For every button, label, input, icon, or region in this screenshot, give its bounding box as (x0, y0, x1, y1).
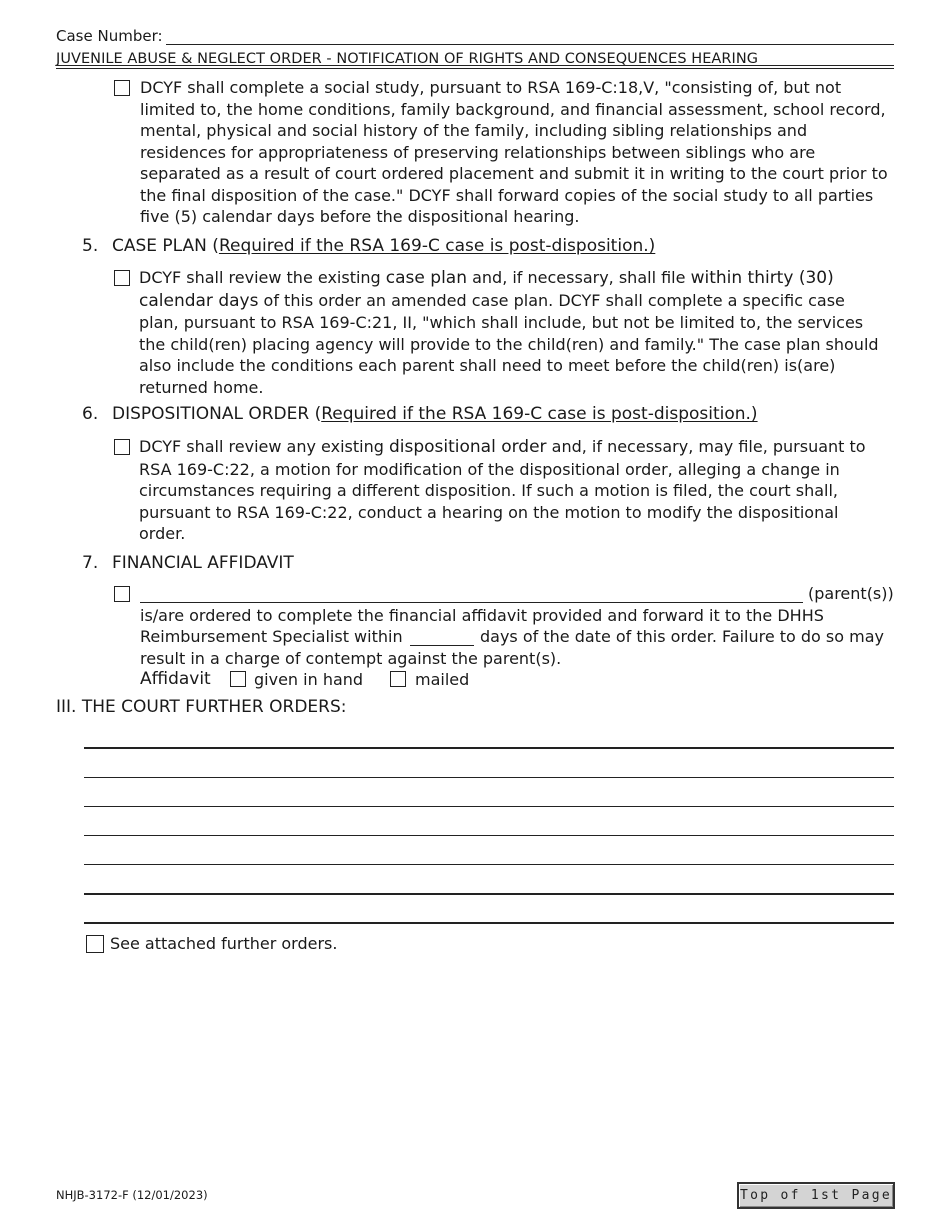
disp-line: order. (139, 524, 186, 543)
affidavit-line3a: Reimbursement Specialist within (140, 627, 403, 646)
affidavit-line2: is/are ordered to complete the financial affidavit provided and forward it to the DHHS (140, 606, 824, 625)
case-plan-deadline: within thirty (30) (690, 268, 834, 288)
social-study-line: separated as a result of court ordered placement and submit it in writing to the court prior to (140, 164, 888, 183)
top-of-first-page-button[interactable]: Top of 1st Page (737, 1182, 895, 1209)
section6-title: DISPOSITIONAL ORDER ( (112, 404, 322, 424)
financial-affidavit-checkbox[interactable] (114, 586, 130, 602)
case-plan-calendar-days: calendar days (139, 290, 259, 311)
further-orders-line[interactable] (84, 864, 894, 865)
case-plan-line2b: of this order an amended case plan. DCYF shall complete a specific case (258, 290, 845, 310)
mailed-label: mailed (415, 670, 470, 689)
section5-title: CASE PLAN ( (112, 236, 219, 256)
case-plan-line: the child(ren) placing agency will provide to the child(ren) and family." The case plan should (139, 334, 879, 354)
mailed-checkbox[interactable] (390, 671, 406, 687)
given-in-hand-label: given in hand (254, 670, 364, 689)
social-study-line: the final disposition of the case." DCYF shall forward copies of the social study to all parties (140, 185, 874, 205)
further-orders-line[interactable] (84, 893, 894, 895)
section7-title: FINANCIAL AFFIDAVIT (112, 553, 294, 573)
social-study-line: limited to, the home conditions, family background, and financial assessment, school record, (140, 99, 886, 119)
dispositional-order-text (139, 436, 866, 545)
social-study-line: five (5) calendar days before the dispositional hearing. (140, 207, 580, 226)
case-plan-text (139, 267, 879, 398)
section5-note: Required if the RSA 169-C case is post-disposition.) (218, 236, 656, 256)
parent-name-field[interactable] (140, 602, 803, 603)
case-plan-line: also include the conditions each parent shall need to meet before the child(ren) is(are) (139, 356, 836, 375)
social-study-line: DCYF shall complete a social study, pursuant to RSA 169-C:18,V, "consisting of, but not (140, 78, 842, 97)
case-plan-line: returned home. (139, 377, 264, 397)
days-field[interactable] (410, 645, 474, 646)
form-title: JUVENILE ABUSE & NEGLECT ORDER - NOTIFICATION OF RIGHTS AND CONSEQUENCES HEARING (56, 51, 759, 67)
section6-heading (112, 404, 758, 426)
further-orders-line[interactable] (84, 835, 894, 836)
section6-note: Required if the RSA 169-C case is post-disposition.) (321, 404, 758, 424)
disp-line: circumstances requiring a different disposition. If such a motion is filed, the court shall, (139, 481, 839, 500)
case-number-label: Case Number: (56, 27, 163, 45)
form-id: NHJB-3172-F (12/01/2023) (56, 1188, 208, 1202)
section6-number: 6. (82, 404, 99, 424)
case-plan-line: plan, pursuant to RSA 169-C:21, II, "which shall include, but not be limited to, the services (139, 313, 864, 332)
section5-number: 5. (82, 236, 99, 256)
social-study-text (140, 77, 888, 228)
case-plan-checkbox[interactable] (114, 270, 130, 286)
social-study-line: mental, physical and social history of the family, including sibling relationships and (140, 121, 808, 140)
social-study-line: residences for appropriateness of preserving relationships between siblings who are (140, 142, 816, 162)
further-orders-heading: III. THE COURT FURTHER ORDERS: (56, 697, 347, 717)
section5-heading (112, 236, 655, 258)
case-number-field[interactable] (166, 44, 894, 45)
disp-emph: dispositional order (388, 437, 547, 457)
affidavit-label: Affidavit (140, 669, 211, 689)
disp-line1a: DCYF shall review any existing (139, 437, 389, 456)
disp-line: RSA 169-C:22, a motion for modification of the dispositional order, alleging a change in (139, 459, 840, 479)
case-plan-line1a: DCYF shall review the existing (139, 268, 386, 287)
dispositional-order-checkbox[interactable] (114, 439, 130, 455)
see-attached-label: See attached further orders. (110, 934, 338, 953)
see-attached-checkbox[interactable] (86, 935, 104, 953)
further-orders-line[interactable] (84, 922, 894, 924)
case-plan-line1c: and, if necessary, shall file (467, 268, 691, 287)
title-rule-1 (56, 65, 894, 66)
section7-number: 7. (82, 553, 99, 573)
affidavit-line3b: days of the date of this order. Failure to do so may (480, 627, 884, 646)
disp-line: pursuant to RSA 169-C:22, conduct a hearing on the motion to modify the dispositional (139, 502, 839, 522)
title-rule-2 (56, 68, 894, 69)
parent-suffix: (parent(s)) (808, 584, 894, 603)
further-orders-line[interactable] (84, 806, 894, 807)
disp-line1c: and, if necessary, may file, pursuant to (546, 437, 866, 456)
case-plan-emph: case plan (385, 268, 467, 288)
given-in-hand-checkbox[interactable] (230, 671, 246, 687)
affidavit-line4: result in a charge of contempt against the parent(s). (140, 649, 562, 668)
further-orders-line[interactable] (84, 777, 894, 778)
social-study-checkbox[interactable] (114, 80, 130, 96)
further-orders-line[interactable] (84, 747, 894, 749)
